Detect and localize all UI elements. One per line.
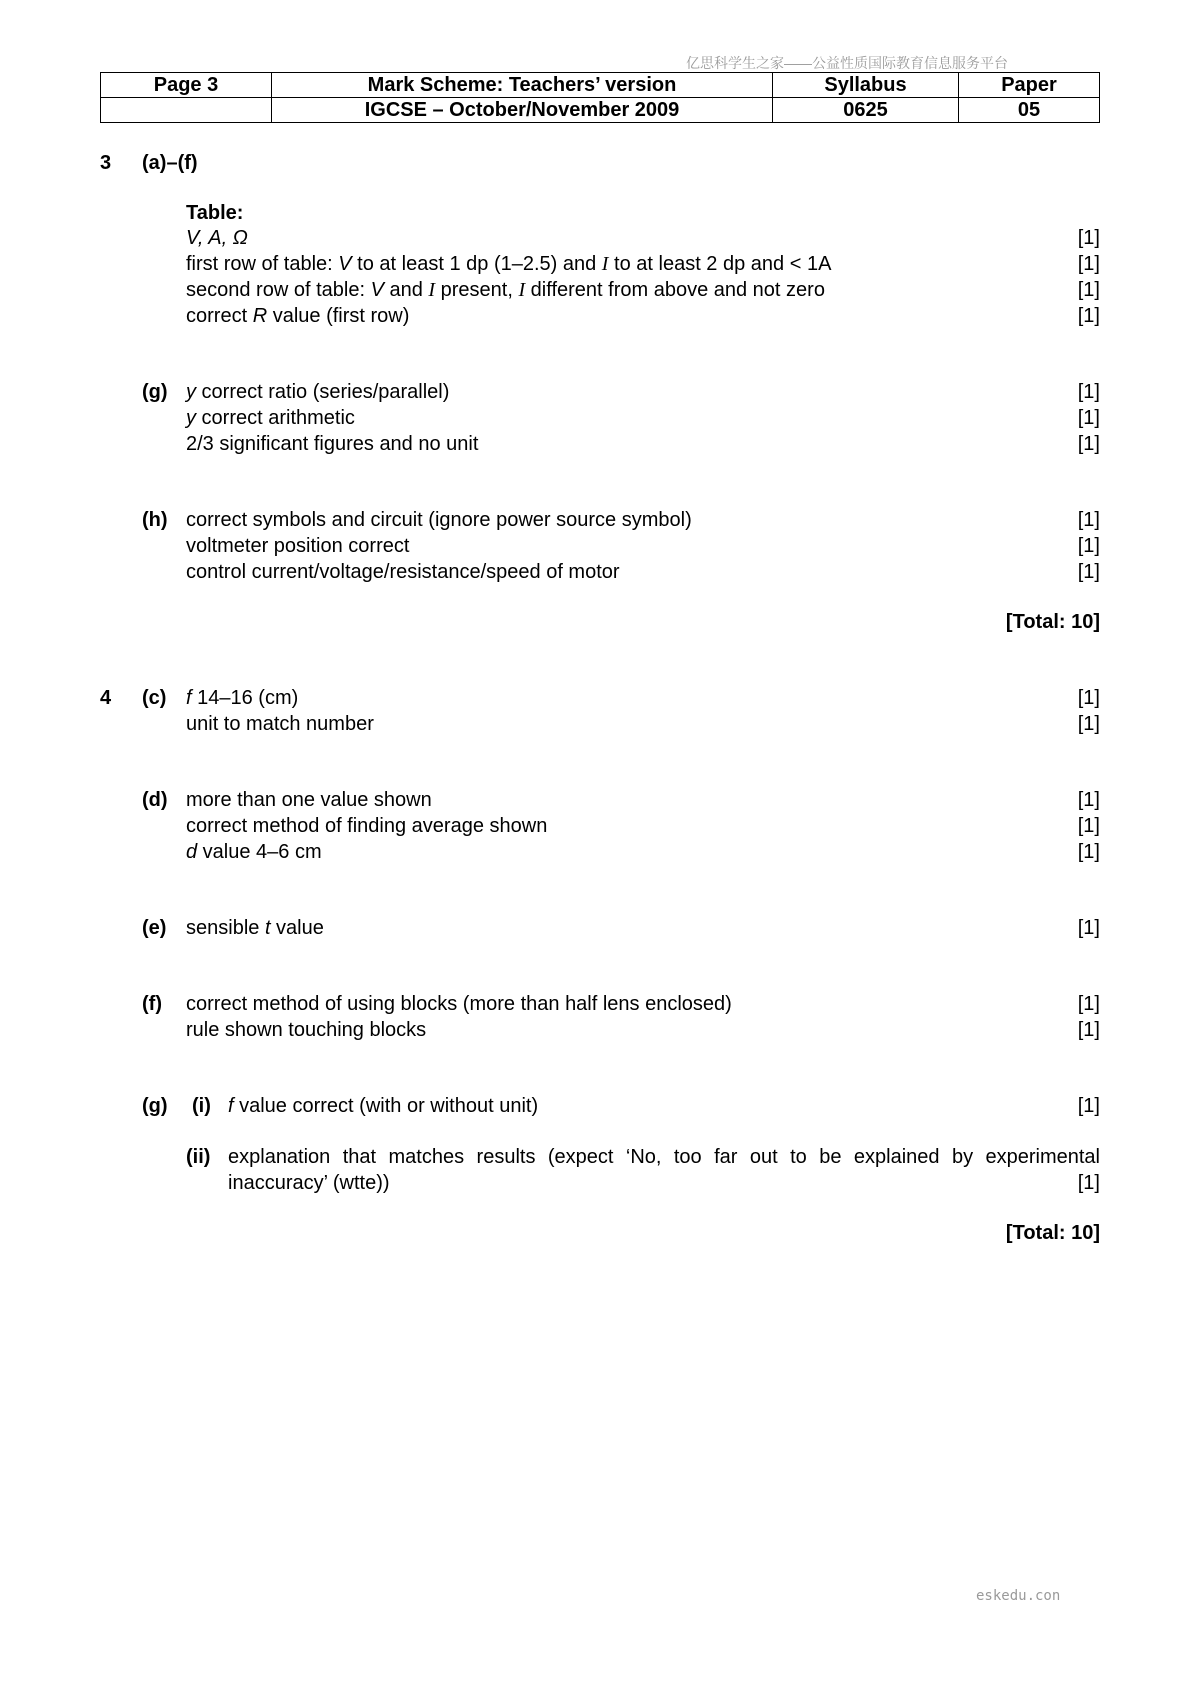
q4-e-line-1 <box>186 916 324 940</box>
q4-number: 4 <box>100 687 112 709</box>
q3-g-line-1 <box>186 380 449 404</box>
header-empty-cell <box>101 98 272 123</box>
q4-f-label: (f) <box>142 993 162 1015</box>
q3-h-line-2: voltmeter position correct <box>186 535 410 557</box>
q4-d-line-2: correct method of finding average shown <box>186 815 548 837</box>
q3-h-label: (h) <box>142 509 168 531</box>
q3-h-line-1: correct symbols and circuit (ignore power source symbol) <box>186 509 692 531</box>
q4-g-ii-label: (ii) <box>186 1146 211 1168</box>
text: to at least 1 dp (1–2.5) and <box>351 253 602 275</box>
header-paper-label: Paper <box>959 73 1100 98</box>
text: correct ratio (series/parallel) <box>196 381 450 403</box>
mark-q3g-2: [1] <box>1077 407 1100 429</box>
text: correct <box>186 305 253 327</box>
q3-total: [Total: 10] <box>1005 611 1100 633</box>
text: present, <box>435 279 519 301</box>
q4-g-i-label: (i) <box>192 1095 211 1117</box>
mark-q3-2: [1] <box>1077 253 1100 275</box>
q4-d-line-1: more than one value shown <box>186 789 432 811</box>
q4-c-label: (c) <box>142 687 167 709</box>
symbol-t: t <box>264 917 271 939</box>
text: first row of table: <box>186 253 339 275</box>
mark-q4gii: [1] <box>1077 1172 1100 1194</box>
q4-total: [Total: 10] <box>1005 1222 1100 1244</box>
mark-q3h-1: [1] <box>1077 509 1100 531</box>
q3-number: 3 <box>100 152 112 174</box>
mark-q4d-2: [1] <box>1077 815 1100 837</box>
mark-q4d-3: [1] <box>1077 841 1100 863</box>
symbol-i: I <box>428 279 436 301</box>
q4-e-label: (e) <box>142 917 167 939</box>
text: value 4–6 cm <box>197 841 322 863</box>
watermark-bottom: eskedu.con <box>976 1588 1061 1604</box>
text: and <box>383 279 429 301</box>
symbol-y: y <box>186 381 196 403</box>
mark-q3-3: [1] <box>1077 279 1100 301</box>
q3-r-value-criterion <box>186 304 409 328</box>
q3-g-label: (g) <box>142 381 168 403</box>
mark-q4c-2: [1] <box>1077 713 1100 735</box>
text: sensible <box>186 917 265 939</box>
q4-d-line-3 <box>186 840 322 864</box>
q4-f-line-1: correct method of using blocks (more than half lens enclosed) <box>186 993 732 1015</box>
q4-c-line-1 <box>186 686 298 710</box>
mark-q4f-1: [1] <box>1077 993 1100 1015</box>
mark-q3h-2: [1] <box>1077 535 1100 557</box>
header-table <box>100 72 1100 123</box>
symbol-v: V <box>338 253 352 275</box>
header-paper-number: 05 <box>959 98 1100 123</box>
header-syllabus-label: Syllabus <box>773 73 959 98</box>
q3-h-line-3: control current/voltage/resistance/speed of motor <box>186 561 620 583</box>
symbol-f: f <box>186 687 192 709</box>
q3-first-row-criterion <box>186 252 831 276</box>
q3-table-heading: Table: <box>186 202 244 224</box>
q3-parts-af: (a)–(f) <box>142 152 198 174</box>
q3-g-line-3: 2/3 significant figures and no unit <box>186 433 479 455</box>
mark-q4f-2: [1] <box>1077 1019 1100 1041</box>
q4-g-label: (g) <box>142 1095 168 1117</box>
q3-units-line <box>186 226 248 250</box>
text: value <box>270 917 324 939</box>
text: second row of table: <box>186 279 371 301</box>
q3-units-text: V, A, Ω <box>186 227 248 249</box>
mark-q3-1: [1] <box>1077 227 1100 249</box>
header-title: Mark Scheme: Teachers’ version <box>272 73 773 98</box>
symbol-r: R <box>252 305 268 327</box>
text: value correct (with or without unit) <box>233 1095 539 1117</box>
symbol-d: d <box>186 841 198 863</box>
mark-q4gi: [1] <box>1077 1095 1100 1117</box>
q4-f-line-2: rule shown touching blocks <box>186 1019 427 1041</box>
header-row-2 <box>101 98 1100 123</box>
symbol-i: I <box>518 279 526 301</box>
q4-d-label: (d) <box>142 789 168 811</box>
text: different from above and not zero <box>525 279 825 301</box>
symbol-f: f <box>228 1095 234 1117</box>
text: to at least 2 dp and < 1A <box>608 253 832 275</box>
q4-c-line-2: unit to match number <box>186 713 374 735</box>
q3-g-line-2 <box>186 406 355 430</box>
q4-g-ii-line-1: explanation that matches results (expect ‘No, too far out to be explained by experimental <box>228 1146 1100 1168</box>
q4-g-i-line <box>228 1094 538 1118</box>
mark-q4c-1: [1] <box>1077 687 1100 709</box>
header-syllabus-code: 0625 <box>773 98 959 123</box>
mark-q3-4: [1] <box>1077 305 1100 327</box>
mark-q3g-3: [1] <box>1077 433 1100 455</box>
text: correct arithmetic <box>196 407 355 429</box>
text: 14–16 (cm) <box>191 687 299 709</box>
symbol-v: V <box>370 279 384 301</box>
header-page: Page 3 <box>101 73 272 98</box>
q3-second-row-criterion <box>186 278 825 302</box>
symbol-y: y <box>186 407 196 429</box>
symbol-i: I <box>601 253 609 275</box>
mark-q4e-1: [1] <box>1077 917 1100 939</box>
mark-q4d-1: [1] <box>1077 789 1100 811</box>
header-row-1 <box>101 73 1100 98</box>
text: value (first row) <box>267 305 410 327</box>
watermark-top: 亿思科学生之家——公益性质国际教育信息服务平台 <box>686 55 1008 71</box>
mark-q3g-1: [1] <box>1077 381 1100 403</box>
mark-q3h-3: [1] <box>1077 561 1100 583</box>
header-exam: IGCSE – October/November 2009 <box>272 98 773 123</box>
q4-g-ii-line-2: inaccuracy’ (wtte)) <box>228 1172 390 1194</box>
